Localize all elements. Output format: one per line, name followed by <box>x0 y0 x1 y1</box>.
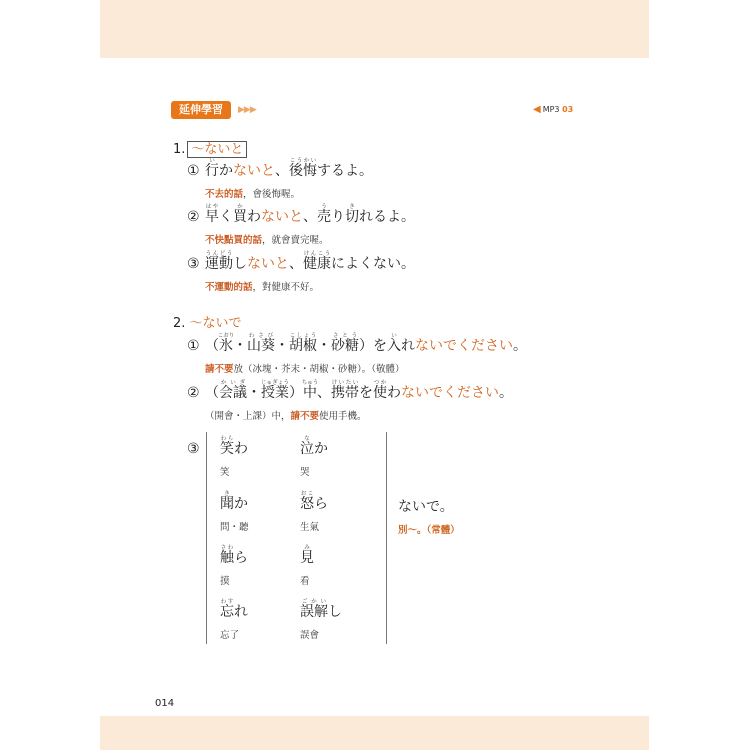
translation <box>205 232 415 246</box>
grid-translation: 哭 <box>300 467 310 478</box>
section1-title <box>173 138 247 157</box>
item-marker: ② <box>187 209 200 225</box>
translation-rest: ，對健康不好。 <box>252 282 320 293</box>
audio-prefix: MP3 <box>542 105 560 114</box>
grid-translation: 看 <box>300 576 310 587</box>
section-tab: 延伸學習 <box>171 101 231 119</box>
grid-word-5: 触さわら 摸 <box>220 545 248 587</box>
section2-item-1 <box>187 333 527 375</box>
translation <box>205 186 373 200</box>
translation-highlight: 請不要 <box>205 364 234 375</box>
section2-title <box>173 312 242 331</box>
translation-rest: 使用手機。 <box>319 411 367 422</box>
grid-word-8: 誤解ごかいし 誤會 <box>300 599 342 641</box>
ending-translation: 別～。（常體） <box>398 525 460 536</box>
translation-highlight: 請不要 <box>290 411 320 422</box>
tab-arrows-icon: ▶▶▶ <box>238 105 256 115</box>
grid-word-4: 怒おこら 生氣 <box>300 491 328 533</box>
item-marker: ② <box>187 385 200 401</box>
sentence: ① 行いかないと、後悔こうかいするよ。 <box>187 158 373 179</box>
sentence: ② 早はやく買かわないと、売うり切きれるよ。 <box>187 204 415 225</box>
section2-heading: ～ないで <box>189 316 242 331</box>
bottom-band <box>100 716 649 750</box>
grid-word-2: 泣なか 哭 <box>300 436 328 478</box>
translation <box>205 279 415 293</box>
translation-rest: 放（冰塊・芥末・胡椒・砂糖）。（敬體） <box>233 364 405 375</box>
speaker-icon: ◀ <box>533 104 541 115</box>
sentence: ② （会議かいぎ・授業じゅぎょう）中ちゅう、携帯けいたいを使つかわないでください。 <box>187 380 513 401</box>
audio-track-number: 03 <box>562 105 574 114</box>
translation-rest: ，就會賣完喔。 <box>262 235 329 246</box>
grid-word-6: 見み 看 <box>300 545 314 587</box>
grid-translation: 問・聽 <box>220 522 249 533</box>
section1-number: 1. <box>173 142 186 157</box>
divider-left <box>206 432 207 644</box>
grid-translation: 誤會 <box>300 630 320 641</box>
divider-right <box>386 432 387 644</box>
item-marker: ① <box>187 163 200 179</box>
item-marker: ① <box>187 338 200 354</box>
translation-highlight: 不快點買的話 <box>205 235 263 246</box>
top-band <box>100 0 649 58</box>
translation-pre: （開會・上課）中， <box>205 411 291 422</box>
translation-highlight: 不去的話 <box>205 189 244 200</box>
translation-rest: ，會後悔喔。 <box>243 189 301 200</box>
grid-translation: 摸 <box>220 576 230 587</box>
section2-number: 2. <box>173 316 186 331</box>
section1-heading: ～ないと <box>187 141 247 158</box>
grid-ending <box>398 496 460 536</box>
grid-word-7: 忘わすれ 忘了 <box>220 599 248 641</box>
grid-translation: 生氣 <box>300 522 320 533</box>
section1-item-3 <box>187 251 415 293</box>
section2-item-2 <box>187 380 513 422</box>
ending-text: ないで。 <box>398 499 454 515</box>
section1-item-1 <box>187 158 373 200</box>
sentence: ① （氷こおり・山葵わさび・胡椒こしょう・砂糖さとう）を入いれないでください。 <box>187 333 527 354</box>
grid-word-1: 笑わらわ 笑 <box>220 436 248 478</box>
item-marker: ③ <box>187 256 200 272</box>
translation <box>205 408 513 422</box>
audio-track-label[interactable] <box>533 103 573 117</box>
page-number: 014 <box>155 698 175 709</box>
grid-translation: 忘了 <box>220 630 240 641</box>
grid-translation: 笑 <box>220 467 230 478</box>
section2-item-3-marker: ③ <box>187 441 200 457</box>
section1-item-2 <box>187 204 415 246</box>
translation <box>205 361 527 375</box>
translation-highlight: 不運動的話 <box>205 282 253 293</box>
grid-word-3: 聞きか 問・聽 <box>220 491 249 533</box>
sentence: ③ 運動うんどうしないと、健康けんこうによくない。 <box>187 251 415 272</box>
